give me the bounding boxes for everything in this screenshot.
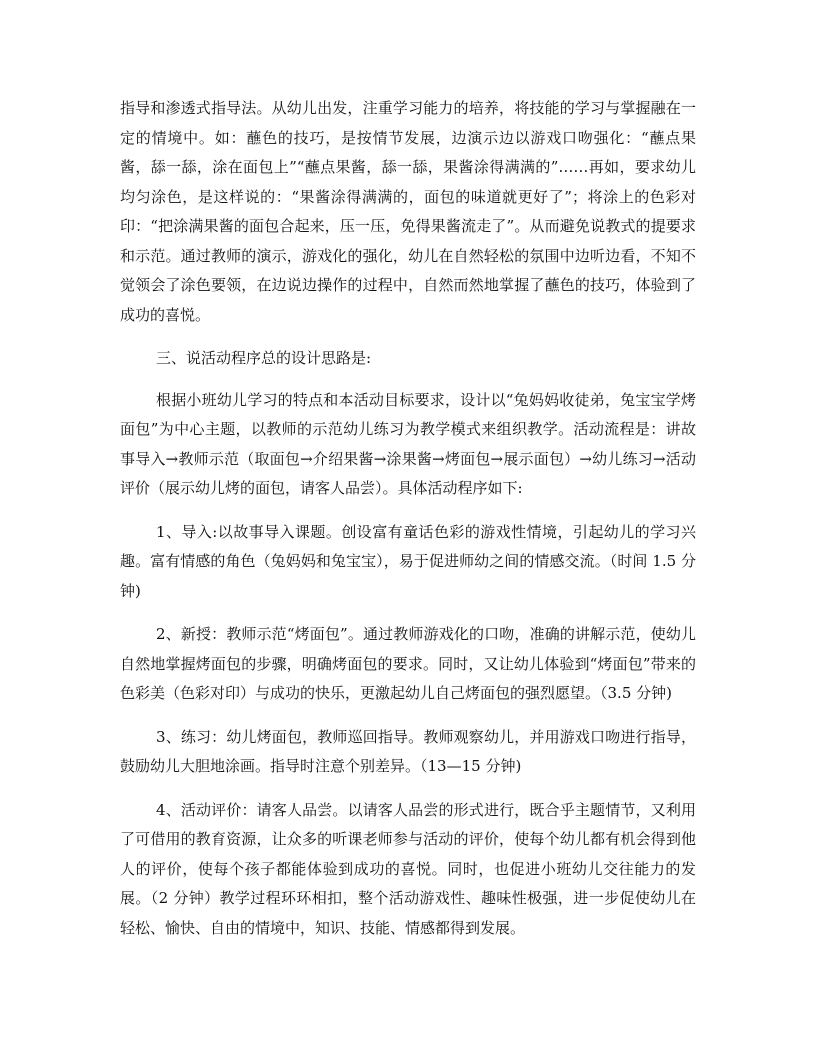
paragraph-step-practice: 3、练习：幼儿烤面包，教师巡回指导。教师观察幼儿，并用游戏口吻进行指导，鼓励幼儿大胆地涂画。指导时注意个别差异。（13—15 分钟) (120, 727, 696, 775)
paragraph-step-introduction: 1、导入:以故事导入课题。创设富有童话色彩的游戏性情境，引起幼儿的学习兴趣。富有情感的角色（兔妈妈和兔宝宝），易于促进师幼之间的情感交流。（时间 1.5 分钟) (120, 522, 696, 600)
paragraph-step-evaluation: 4、活动评价：请客人品尝。以请客人品尝的形式进行，既合乎主题情节，又利用了可借用的教育资源，让众多的听课老师参与活动的评价，使每个幼儿都有机会得到他人的评价，使每个孩子都能体验到成功的喜悦。同时，也促进小班幼儿交往能力的发展。（2 分钟）教学过程环环相扣，整个活动游戏性、趣味性极强，进一步促使幼儿在轻松、愉快、自由的情境中，知识、技能、情感都得到发展。 (120, 800, 696, 937)
document-body (120, 94, 696, 957)
paragraph-design-overview: 根据小班幼儿学习的特点和本活动目标要求，设计以“兔妈妈收徒弟，兔宝宝学烤面包”为中心主题，以教师的示范幼儿练习为教学模式来组织教学。活动流程是：讲故事导入→教师示范（取面包→介绍果酱→涂果酱→烤面包→展示面包）→幼儿练习→活动评价（展示幼儿烤的面包，请客人品尝）。具体活动程序如下: (120, 390, 696, 497)
section-heading-activity-procedure: 三、说活动程序总的设计思路是: (156, 349, 372, 367)
paragraph-step-teaching: 2、新授：教师示范“烤面包”。通过教师游戏化的口吻，准确的讲解示范，使幼儿自然地掌握烤面包的步骤，明确烤面包的要求。同时，又让幼儿体验到“烤面包”带来的色彩美（色彩对印）与成功的快乐，更激起幼儿自己烤面包的强烈愿望。（3.5 分钟) (120, 625, 696, 702)
paragraph-guidance-method: 指导和渗透式指导法。从幼儿出发，注重学习能力的培养，将技能的学习与掌握融在一定的情境中。如：蘸色的技巧，是按情节发展，边演示边以游戏口吻强化：“蘸点果酱，舔一舔，涂在面包上”“蘸点果酱，舔一舔，果酱涂得满满的”……再如，要求幼儿均匀涂色，是这样说的：“果酱涂得满满的，面包的味道就更好了”；将涂上的色彩对印：“把涂满果酱的面包合起来，压一压，免得果酱流走了”。从而避免说教式的提要求和示范。通过教师的演示，游戏化的强化，幼儿在自然轻松的氛围中边听边看，不知不觉领会了涂色要领，在边说边操作的过程中，自然而然地掌握了蘸色的技巧，体验到了成功的喜悦。 (120, 99, 696, 324)
